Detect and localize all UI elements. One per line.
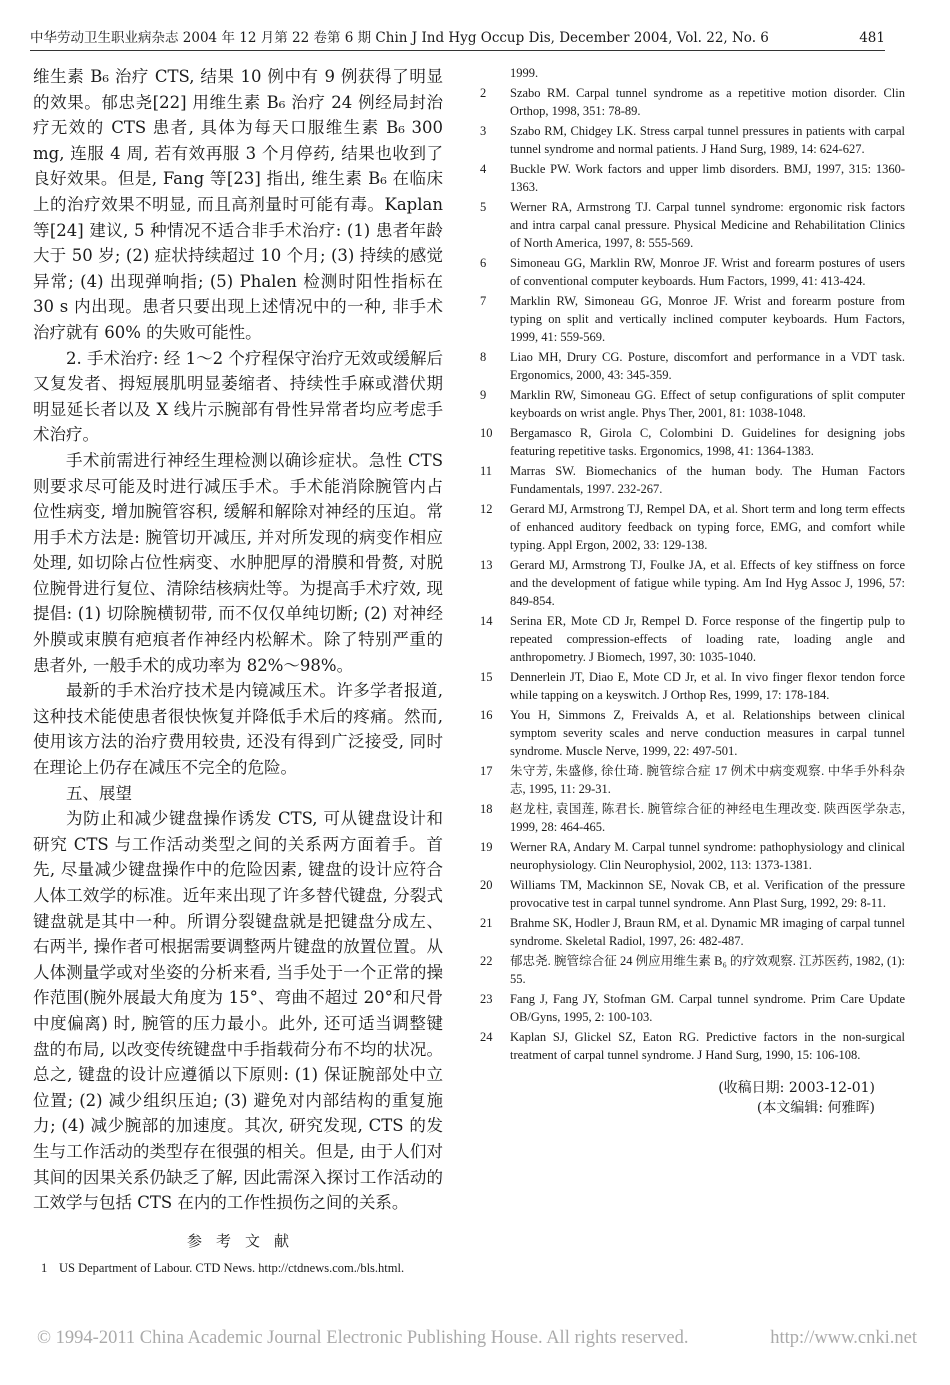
reference-text: Marklin RW, Simoneau GG. Effect of setup configurations of split computer keyboards on wrist angle. Phys Ther, 2001, 81: 1038-1048. [510,388,905,420]
reference-number: 23 [480,992,493,1006]
reference-text: 朱守芳, 朱盛修, 徐仕琦. 腕管综合症 17 例术中病变观察. 中华手外科杂志, 1995, 11: 29-31. [510,764,905,796]
reference-number: 3 [480,124,487,138]
reference-text: US Department of Labour. CTD News. http://ctdnews.com./bls.html. [59,1260,405,1275]
reference-text: Gerard MJ, Armstrong TJ, Foulke JA, et al. Effects of key stiffness on force and the development of fatigue while typing. Am Ind Hyg Assoc J, 1996, 57: 849-854. [510,558,905,608]
reference-number: 24 [480,1030,493,1044]
body-paragraph: 维生素 B₆ 治疗 CTS, 结果 10 例中有 9 例获得了明显的效果。郁忠尧[22] 用维生素 B₆ 治疗 24 例经局封治疗无效的 CTS 患者, 具体为每天口服维生素 B₆ 300 mg, 连服 4 周, 若有效再服 3 个月停药, 结果也收到了良好效果。但是, Fang 等[23] 指出, 维生素 B₆ 在临床上的治疗效果不明显, 而且高剂量时可能有毒。Kaplan 等[24] 建议, 5 种情况不适合非手术治疗: (1) 患者年龄大于 50 岁; (2) 症状持续超过 10 个月; (3) 持续的感觉异常; (4) 出现弹响指; (5) Phalen 检测时阳性指标在 30 s 内出现。患者只要出现上述情况中的一种, 非手术治疗就有 60% 的失败可能性。 [33,67,443,342]
reference-text: Szabo RM. Carpal tunnel syndrome as a repetitive motion disorder. Clin Orthop, 1998, 351: 78-89. [510,86,905,118]
reference-item [480,1028,905,1064]
reference-number: 5 [480,200,487,214]
reference-item [480,800,905,836]
copyright-text: © 1994-2011 China Academic Journal Electronic Publishing House. All rights reserved. [37,1328,689,1348]
reference-text: You H, Simmons Z, Freivalds A, et al. Relationships between clinical symptom severity scales and nerve conduction measures in carpal tunnel syndrome. Muscle Nerve, 1999, 22: 497-501. [510,708,905,758]
reference-text: Simoneau GG, Marklin RW, Monroe JF. Wrist and forearm postures of users of conventional computer keyboards. Hum Factors, 1999, 41: 413-424. [510,256,905,288]
reference-number: 6 [480,256,487,270]
reference-text: Williams TM, Mackinnon SE, Novak CB, et al. Verification of the pressure provocative test in carpal tunnel syndrome. Ann Plast Surg, 1992, 29: 8-11. [510,878,905,910]
reference-number: 12 [480,502,493,516]
journal-citation: 中华劳动卫生职业病杂志 2004 年 12 月第 22 卷第 6 期 Chin J Ind Hyg Occup Dis, December 2004, Vol. 22, No. 6 [30,30,769,46]
references-heading: 参考文献 [186,1231,303,1250]
body-paragraph: 为防止和减少键盘操作诱发 CTS, 可从键盘设计和研究 CTS 与工作活动类型之间的关系两方面着手。首先, 尽量减少键盘操作中的危险因素, 键盘的设计应符合人体工效学的标准。近年来出现了许多替代键盘, 分裂式键盘就是其中一种。所谓分裂键盘就是把键盘分成左、右两半, 操作者可根据需要调整两片键盘的放置位置。从人体测量学或对坐姿的分析来看, 当手处于一个正常的操作范围(腕外展最大角度为 15°、弯曲不超过 20°和尺骨中度偏离) 时, 腕管的压力最小。此外, 还可适当调整键盘的布局, 以改变传统键盘中手指载荷分布不均的状况。总之, 键盘的设计应遵循以下原则: (1) 保证腕部处中立位置; (2) 减少组织压迫; (3) 避免对内部结构的重复施力; (4) 减少腕部的加速度。其次, 研究发现, CTS 的发生与工作活动的类型存在很强的相关。但是, 由于人们对其间的因果关系仍缺乏了解, 因此需深入探讨工作活动的工效学与包括 CTS 在内的工作性损伤之间的关系。 [33,809,443,1213]
reference-item [480,762,905,798]
reference-text: Marklin RW, Simoneau GG, Monroe JF. Wrist and forearm posture from typing on split and vertically inclined computer keyboards. Hum Factors, 1999, 41: 559-569. [510,294,905,344]
left-column [33,64,443,1279]
reference-text: Marras SW. Biomechanics of the human body. The Human Factors Fundamentals, 1997. 232-267. [510,464,905,496]
reference-text: Bergamasco R, Girola C, Colombini D. Guidelines for designing jobs featuring repetitive tasks. Ergonomics, 1998, 41: 1364-1383. [510,426,905,458]
reference-number: 4 [480,162,487,176]
reference-text: Dennerlein JT, Diao E, Mote CD Jr, et al. In vivo finger flexor tendon force while tapping on a keyswitch. J Orthop Res, 1999, 17: 178-184. [510,670,905,702]
page-number: 481 [859,30,885,46]
reference-text: Werner RA, Armstrong TJ. Carpal tunnel syndrome: ergonomic risk factors and intra carpal canal pressure. Physical Medicine and Rehabilitation Clinics of North America, 1997, 8: 555-569. [510,200,905,250]
reference-text: 1999. [510,66,539,80]
reference-number: 15 [480,670,493,684]
reference-item [480,952,905,988]
reference-number: 21 [480,916,493,930]
reference-number: 22 [480,954,493,968]
section-title: 五、展望 [66,783,132,803]
reference-continuation [480,64,905,82]
reference-item [480,254,905,290]
reference-item [480,122,905,158]
reference-text: Brahme SK, Hodler J, Braun RM, et al. Dynamic MR imaging of carpal tunnel syndrome. Skeletal Radiol, 1997, 26: 482-487. [510,916,905,948]
reference-item [480,668,905,704]
reference-item [480,84,905,120]
running-header [30,28,885,51]
reference-text: Serina ER, Mote CD Jr, Rempel D. Force response of the fingertip pulp to repeated compression-effects of loading rate, loading angle and anthropometry. J Biomech, 1997, 30: 1035-1040. [510,614,905,664]
body-paragraph: 2. 手术治疗: 经 1～2 个疗程保守治疗无效或缓解后又复发者、拇短展肌明显萎缩者、持续性手麻或潜伏期明显延长者以及 X 线片示腕部有骨性异常者均应考虑手术治疗。 [33,348,443,445]
reference-number: 18 [480,802,493,816]
reference-item [480,838,905,874]
received-date: (收稿日期: 2003-12-01) [718,1080,875,1096]
reference-item [480,386,905,422]
reference-item [480,198,905,252]
reference-item [480,160,905,196]
reference-text: Gerard MJ, Armstrong TJ, Rempel DA, et al. Short term and long term effects of enhanced auditory feedback on typing force, EMG, and comfort while typing. Appl Ergon, 2002, 33: 129-138. [510,502,905,552]
reference-item [33,1259,443,1277]
reference-number: 20 [480,878,493,892]
editor-note: (本文编辑: 何雅晖) [756,1100,875,1116]
reference-item [480,706,905,760]
reference-item [480,348,905,384]
reference-number: 14 [480,614,493,628]
reference-text: 赵龙柱, 袁国莲, 陈君长. 腕管综合征的神经电生理改变. 陕西医学杂志, 1999, 28: 464-465. [510,802,905,834]
body-paragraph: 最新的手术治疗技术是内镜减压术。许多学者报道, 这种技术能使患者很快恢复并降低手术后的疼痛。然而, 使用该方法的治疗费用较贵, 还没有得到广泛接受, 同时在理论上仍存在减压不完全的危险。 [33,681,443,778]
reference-text: Szabo RM, Chidgey LK. Stress carpal tunnel pressures in patients with carpal tunnel syndrome and normal patients. J Hand Surg, 1989, 14: 624-627. [510,124,905,156]
reference-text: Fang J, Fang JY, Stofman GM. Carpal tunnel syndrome. Prim Care Update OB/Gyns, 1995, 2: 100-103. [510,992,905,1024]
reference-item [480,914,905,950]
reference-number: 10 [480,426,493,440]
reference-item [480,500,905,554]
reference-item [480,292,905,346]
reference-number: 9 [480,388,487,402]
reference-text: Kaplan SJ, Glickel SZ, Eaton RG. Predictive factors in the non-surgical treatment of carpal tunnel syndrome. J Hand Surg, 1990, 15: 106-108. [510,1030,905,1062]
reference-number: 11 [480,464,493,478]
reference-number: 1 [41,1260,48,1275]
reference-text: 郁忠尧. 腕管综合征 24 例应用维生素 B₆ 的疗效观察. 江苏医药, 1982, (1): 55. [510,954,905,986]
reference-item [480,876,905,912]
reference-number: 8 [480,350,487,364]
reference-number: 17 [480,764,493,778]
reference-number: 16 [480,708,493,722]
right-column [480,64,905,1118]
reference-number: 2 [480,86,487,100]
cnki-url: http://www.cnki.net [770,1328,917,1348]
reference-number: 7 [480,294,487,308]
reference-list [480,84,905,1064]
reference-text: Buckle PW. Work factors and upper limb disorders. BMJ, 1997, 315: 1360-1363. [510,162,905,194]
reference-number: 13 [480,558,493,572]
reference-item [480,612,905,666]
reference-text: Werner RA, Andary M. Carpal tunnel syndrome: pathophysiology and clinical neurophysiology. Clin Neurophysiol, 2002, 113: 1373-1381. [510,840,905,872]
reference-item [480,424,905,460]
reference-item [480,556,905,610]
reference-item [480,462,905,498]
reference-item [480,990,905,1026]
reference-number: 19 [480,840,493,854]
body-paragraph: 手术前需进行神经生理检测以确诊症状。急性 CTS 则要求尽可能及时进行减压手术。手术能消除腕管内占位性病变, 增加腕管容积, 缓解和解除对神经的压迫。常用手术方法是: 腕管切开减压, 并对所发现的病变作相应处理, 如切除占位性病变、水肿肥厚的滑膜和骨赘, 对脱位腕骨进行复位、清除结核病灶等。为提高手术疗效, 现提倡: (1) 切除腕横韧带, 而不仅仅单纯切断; (2) 对神经外膜或束膜有疤痕者作神经内松解术。除了特别严重的患者外, 一般手术的成功率为 82%～98%。 [33,450,443,675]
reference-text: Liao MH, Drury CG. Posture, discomfort and performance in a VDT task. Ergonomics, 2000, 43: 345-359. [510,350,905,382]
